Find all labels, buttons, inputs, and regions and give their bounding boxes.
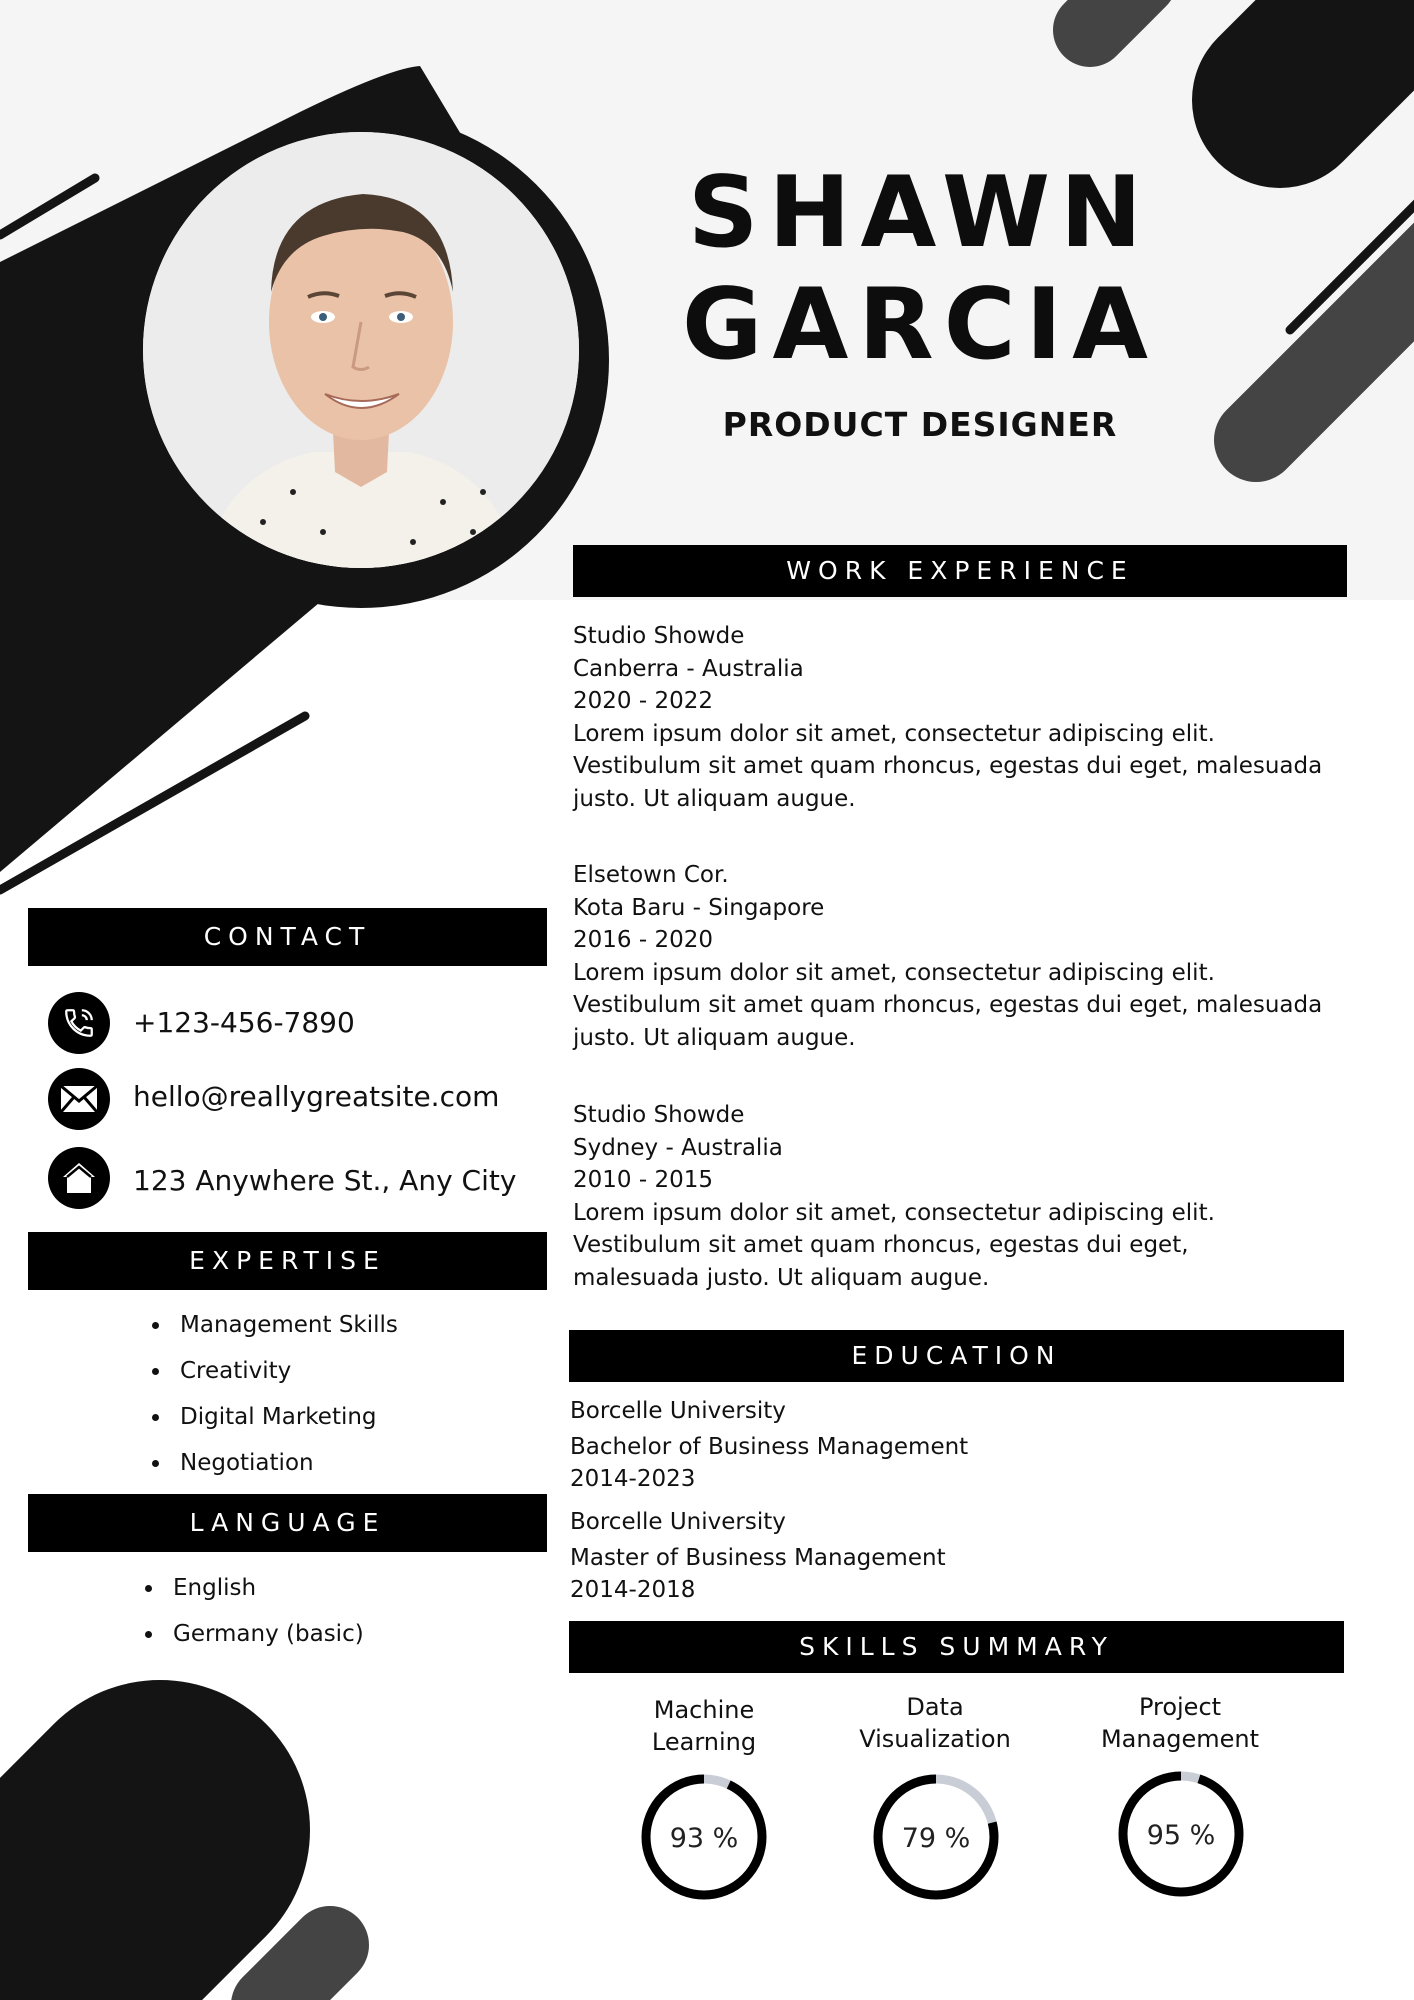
- email-address: hello@reallygreatsite.com: [133, 1080, 500, 1113]
- company: Studio Showde: [573, 623, 745, 649]
- skills-summary-heading: SKILLS SUMMARY: [569, 1621, 1344, 1673]
- list-item: Creativity: [152, 1348, 398, 1394]
- school: Borcelle University: [570, 1398, 786, 1424]
- company: Studio Showde: [573, 1102, 745, 1128]
- skill-label-line: Machine: [653, 1696, 755, 1724]
- school: Borcelle University: [570, 1509, 786, 1535]
- degree: Master of Business Management: [570, 1545, 946, 1571]
- skill-gauge: [871, 1772, 1001, 1902]
- first-name: SHAWN: [687, 156, 1153, 270]
- pill-dark-top: [1280, 0, 1414, 100]
- location: Sydney - Australia: [573, 1134, 783, 1161]
- home-icon: [48, 1147, 110, 1209]
- skill-label: [835, 1691, 1035, 1755]
- list-item: English: [145, 1565, 364, 1611]
- description-line: Vestibulum sit amet quam rhoncus, egestas dui eget,: [573, 1232, 1189, 1258]
- skill-label: [604, 1694, 804, 1758]
- location: Kota Baru - Singapore: [573, 894, 825, 921]
- description-line: malesuada justo. Ut aliquam augue.: [573, 1264, 990, 1291]
- pill-gray-top: [1090, 0, 1140, 30]
- phone-number: +123-456-7890: [133, 1006, 355, 1039]
- gauge-value: 79 %: [901, 1823, 971, 1854]
- years: 2016 - 2020: [573, 927, 713, 953]
- list-item: Management Skills: [152, 1302, 398, 1348]
- gauge-value: 95 %: [1146, 1820, 1216, 1851]
- profile-photo: [143, 132, 579, 568]
- pill-gray-right: [1256, 236, 1414, 440]
- gauge-value: 93 %: [669, 1823, 739, 1854]
- work-entry-2: [573, 859, 1343, 1054]
- job-role: PRODUCT DESIGNER: [722, 405, 1118, 444]
- skill-gauge: [1116, 1769, 1246, 1899]
- pill-dark-bottom: [0, 1830, 160, 2000]
- work-entry-3: [573, 1099, 1343, 1294]
- degree: Bachelor of Business Management: [570, 1434, 969, 1460]
- description-line: Vestibulum sit amet quam rhoncus, egestas dui eget, malesuada: [573, 992, 1323, 1018]
- pill-gray-bottom: [270, 1945, 330, 2000]
- years: 2010 - 2015: [573, 1167, 713, 1193]
- skill-gauge: [639, 1772, 769, 1902]
- skill-label-line: Project: [1138, 1693, 1222, 1721]
- description-line: justo. Ut aliquam augue.: [573, 1024, 856, 1051]
- education-entry-2: [570, 1506, 1270, 1606]
- list-item: Digital Marketing: [152, 1394, 398, 1440]
- contact-heading: CONTACT: [28, 908, 547, 966]
- skill-label-line: Visualization: [859, 1725, 1011, 1753]
- language-heading: LANGUAGE: [28, 1494, 547, 1552]
- location: Canberra - Australia: [573, 655, 804, 682]
- years: 2014-2023: [570, 1466, 696, 1492]
- last-name: GARCIA: [682, 268, 1158, 382]
- language-list: [145, 1565, 364, 1657]
- envelope-icon: [48, 1068, 110, 1130]
- skill-label-line: Management: [1100, 1725, 1260, 1753]
- skill-label: [1080, 1691, 1280, 1755]
- expertise-list: [152, 1302, 398, 1486]
- skill-label-line: Data: [906, 1693, 964, 1721]
- phone-icon: [48, 992, 110, 1054]
- address: 123 Anywhere St., Any City: [133, 1164, 517, 1197]
- education-heading: EDUCATION: [569, 1330, 1344, 1382]
- work-experience-heading: WORK EXPERIENCE: [573, 545, 1347, 597]
- list-item: Negotiation: [152, 1440, 398, 1486]
- expertise-heading: EXPERTISE: [28, 1232, 547, 1290]
- years: 2014-2018: [570, 1577, 696, 1603]
- skill-label-line: Learning: [651, 1728, 757, 1756]
- company: Elsetown Cor.: [573, 862, 729, 888]
- description-line: Vestibulum sit amet quam rhoncus, egestas dui eget, malesuada: [573, 753, 1323, 779]
- education-entry-1: [570, 1395, 1270, 1495]
- description-line: Lorem ipsum dolor sit amet, consectetur adipiscing elit.: [573, 720, 1215, 747]
- list-item: Germany (basic): [145, 1611, 364, 1657]
- work-entry-1: [573, 620, 1343, 815]
- description-line: Lorem ipsum dolor sit amet, consectetur adipiscing elit.: [573, 959, 1215, 986]
- description-line: Lorem ipsum dolor sit amet, consectetur adipiscing elit.: [573, 1199, 1215, 1226]
- years: 2020 - 2022: [573, 688, 713, 714]
- description-line: justo. Ut aliquam augue.: [573, 785, 856, 812]
